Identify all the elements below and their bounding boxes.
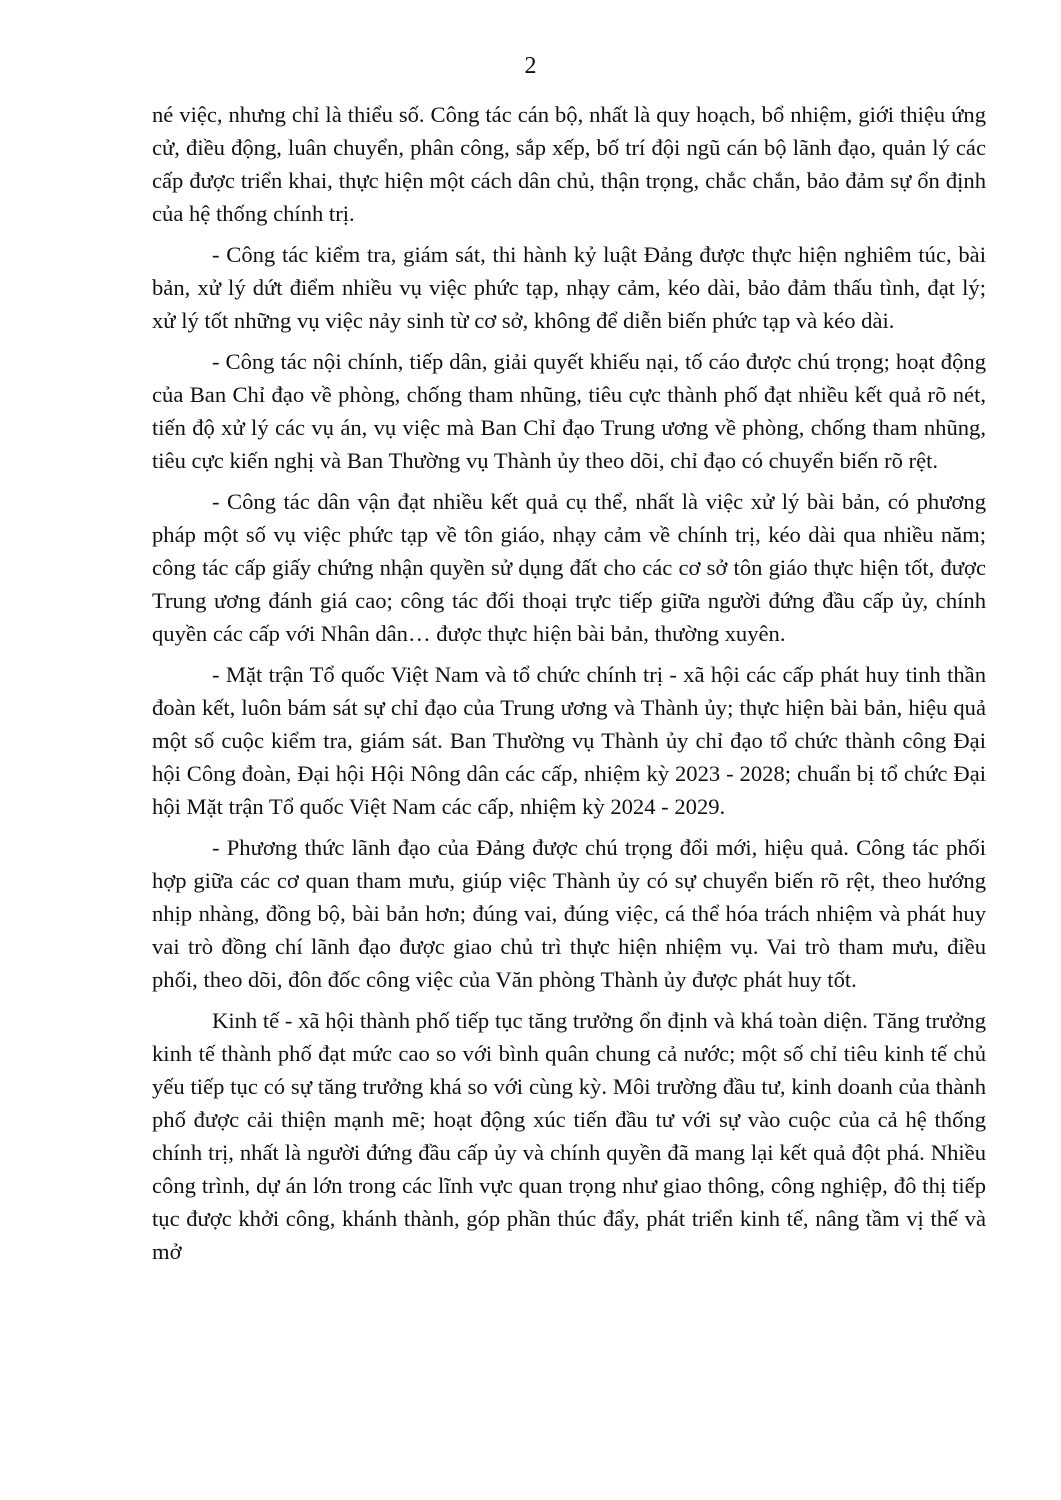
page-number: 2 (524, 53, 537, 79)
paragraph-leadership-method: - Phương thức lãnh đạo của Đảng được chú trọng đổi mới, hiệu quả. Công tác phối hợp giữa các cơ quan tham mưu, giúp việc Thành ủy có sự chuyển biến rõ rệt, theo hướng nhịp nhàng, đồng bộ, bài bản hơn; đúng vai, đúng việc, cá thể hóa trách nhiệm và phát huy vai trò đồng chí lãnh đạo được giao chủ trì thực hiện nhiệm vụ. Vai trò tham mưu, điều phối, theo dõi, đôn đốc công việc của Văn phòng Thành ủy được phát huy tốt. (152, 835, 986, 992)
paragraph-fatherland-front: - Mặt trận Tổ quốc Việt Nam và tổ chức chính trị - xã hội các cấp phát huy tinh thần đoàn kết, luôn bám sát sự chỉ đạo của Trung ương và Thành ủy; thực hiện bài bản, hiệu quả một số cuộc kiểm tra, giám sát. Ban Thường vụ Thành ủy chỉ đạo tổ chức thành công Đại hội Công đoàn, Đại hội Hội Nông dân các cấp, nhiệm kỳ 2023 - 2028; chuẩn bị tổ chức Đại hội Mặt trận Tổ quốc Việt Nam các cấp, nhiệm kỳ 2024 - 2029. (152, 662, 986, 819)
paragraph-internal-affairs: - Công tác nội chính, tiếp dân, giải quyết khiếu nại, tố cáo được chú trọng; hoạt động của Ban Chỉ đạo về phòng, chống tham nhũng, tiêu cực thành phố đạt nhiều kết quả rõ nét, tiến độ xử lý các vụ án, vụ việc mà Ban Chỉ đạo Trung ương về phòng, chống tham nhũng, tiêu cực kiến nghị và Ban Thường vụ Thành ủy theo dõi, chỉ đạo có chuyển biến rõ rệt. (152, 349, 986, 473)
paragraph-inspection-supervision: - Công tác kiểm tra, giám sát, thi hành kỷ luật Đảng được thực hiện nghiêm túc, bài bản, xử lý dứt điểm nhiều vụ việc phức tạp, nhạy cảm, kéo dài, bảo đảm thấu tình, đạt lý; xử lý tốt những vụ việc nảy sinh từ cơ sở, không để diễn biến phức tạp và kéo dài. (152, 242, 986, 333)
paragraph-socio-economic: Kinh tế - xã hội thành phố tiếp tục tăng trưởng ổn định và khá toàn diện. Tăng trưởng kinh tế thành phố đạt mức cao so với bình quân chung cả nước; một số chỉ tiêu kinh tế chủ yếu tiếp tục có sự tăng trưởng khá so với cùng kỳ. Môi trường đầu tư, kinh doanh của thành phố được cải thiện mạnh mẽ; hoạt động xúc tiến đầu tư với sự vào cuộc của cả hệ thống chính trị, nhất là người đứng đầu cấp ủy và chính quyền đã mang lại kết quả đột phá. Nhiều công trình, dự án lớn trong các lĩnh vực quan trọng như giao thông, công nghiệp, đô thị tiếp tục được khởi công, khánh thành, góp phần thúc đẩy, phát triển kinh tế, nâng tầm vị thế và mở (152, 1008, 986, 1264)
document-body (152, 98, 986, 1276)
paragraph-cadre-work-continuation: né việc, nhưng chỉ là thiểu số. Công tác cán bộ, nhất là quy hoạch, bổ nhiệm, giới thiệu ứng cử, điều động, luân chuyển, phân công, sắp xếp, bố trí đội ngũ cán bộ lãnh đạo, quản lý các cấp được triển khai, thực hiện một cách dân chủ, thận trọng, chắc chắn, bảo đảm sự ổn định của hệ thống chính trị. (152, 102, 986, 226)
paragraph-mass-mobilization: - Công tác dân vận đạt nhiều kết quả cụ thể, nhất là việc xử lý bài bản, có phương pháp một số vụ việc phức tạp về tôn giáo, nhạy cảm về chính trị, kéo dài qua nhiều năm; công tác cấp giấy chứng nhận quyền sử dụng đất cho các cơ sở tôn giáo thực hiện tốt, được Trung ương đánh giá cao; công tác đối thoại trực tiếp giữa người đứng đầu cấp ủy, chính quyền các cấp với Nhân dân… được thực hiện bài bản, thường xuyên. (152, 489, 986, 646)
